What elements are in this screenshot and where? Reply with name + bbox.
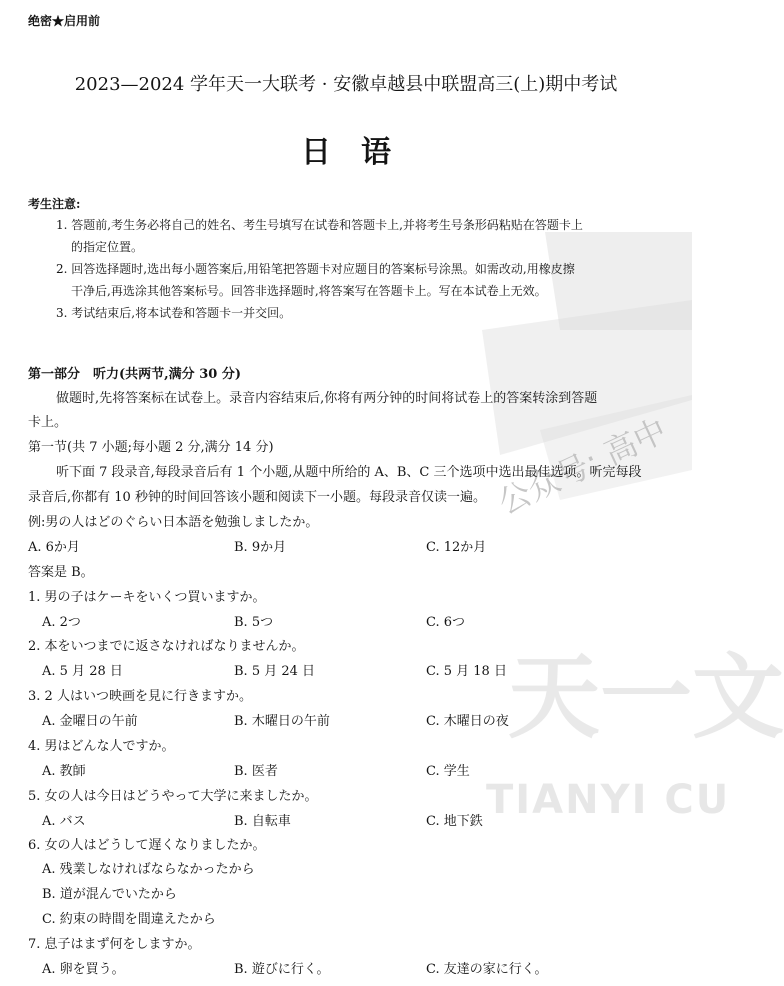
- question-6-option-c: C. 約束の時間を間違えたから: [42, 912, 216, 927]
- exam-title: 2023—2024 学年天一大联考 · 安徽卓越县中联盟高三(上)期中考试: [74, 74, 618, 95]
- question-5-option-c: C. 地下鉄: [426, 814, 483, 829]
- part1-intro-line1: 做题时,先将答案标在试卷上。录音内容结束后,你将有两分钟的时间将试卷上的答案转涂到答题: [56, 391, 598, 406]
- notice-heading: 考生注意:: [28, 197, 81, 211]
- question-6-option-a: A. 残業しなければならなかったから: [42, 862, 255, 877]
- example-option-c: C. 12か月: [426, 540, 487, 555]
- section1-line1: 听下面 7 段录音,每段录音后有 1 个小题,从题中所给的 A、B、C 三个选项中选出最佳选项。听完每段: [56, 465, 642, 480]
- question-2-option-b: B. 5 月 24 日: [234, 664, 316, 679]
- watermark-logo-en: TIANYI CU: [486, 777, 731, 823]
- question-4-option-c: C. 学生: [426, 764, 470, 779]
- question-7: 7. 息子はまず何をしますか。: [28, 937, 201, 952]
- example-question: 例:男の人はどのぐらい日本語を勉強しましたか。: [28, 515, 319, 530]
- question-2-option-a: A. 5 月 28 日: [42, 664, 123, 679]
- notice-item-2a: 2. 回答选择题时,选出每小题答案后,用铅笔把答题卡对应题目的答案标号涂黑。如需改动,用橡皮擦: [56, 262, 575, 276]
- question-2: 2. 本をいつまでに返さなければなりませんか。: [28, 639, 305, 654]
- question-7-option-c: C. 友達の家に行く。: [426, 962, 548, 977]
- section1-heading: 第一节(共 7 小题;每小题 2 分,满分 14 分): [28, 440, 274, 455]
- question-5-option-a: A. バス: [42, 814, 86, 829]
- example-option-a: A. 6か月: [28, 540, 80, 555]
- secret-mark: 绝密★启用前: [28, 14, 101, 28]
- subject-title: 日 语: [301, 135, 391, 170]
- watermark-account-text: 公众号: 高中: [492, 410, 673, 522]
- question-4: 4. 男はどんな人ですか。: [28, 739, 175, 754]
- question-3-option-a: A. 金曜日の午前: [42, 714, 138, 729]
- example-option-b: B. 9か月: [234, 540, 287, 555]
- notice-item-3: 3. 考试结束后,将本试卷和答题卡一并交回。: [56, 306, 292, 320]
- question-5: 5. 女の人は今日はどうやって大学に来ましたか。: [28, 789, 318, 804]
- watermark-logo-cn: 天一文: [508, 644, 784, 751]
- question-3: 3. 2 人はいつ映画を見に行きますか。: [28, 689, 252, 704]
- question-3-option-b: B. 木曜日の午前: [234, 714, 330, 729]
- question-4-option-a: A. 教師: [42, 764, 86, 779]
- question-1-option-c: C. 6つ: [426, 615, 466, 630]
- question-6-option-b: B. 道が混んでいたから: [42, 887, 177, 902]
- question-6: 6. 女の人はどうして遅くなりましたか。: [28, 838, 266, 853]
- question-4-option-b: B. 医者: [234, 764, 278, 779]
- part1-heading: 第一部分 听力(共两节,满分 30 分): [28, 367, 241, 382]
- notice-item-2b: 干净后,再选涂其他答案标号。回答非选择题时,将答案写在答题卡上。写在本试卷上无效。: [71, 284, 547, 298]
- question-7-option-b: B. 遊びに行く。: [234, 962, 330, 977]
- section1-line2: 录音后,你都有 10 秒钟的时间回答该小题和阅读下一小题。每段录音仅读一遍。: [28, 490, 486, 505]
- question-1-option-a: A. 2つ: [42, 615, 81, 630]
- example-answer: 答案是 B。: [28, 565, 94, 580]
- question-2-option-c: C. 5 月 18 日: [426, 664, 507, 679]
- question-1-option-b: B. 5つ: [234, 615, 274, 630]
- part1-intro-line2: 卡上。: [28, 415, 68, 430]
- notice-item-1b: 的指定位置。: [71, 240, 144, 254]
- question-3-option-c: C. 木曜日の夜: [426, 714, 509, 729]
- question-7-option-a: A. 卵を買う。: [42, 962, 125, 977]
- question-5-option-b: B. 自転車: [234, 814, 291, 829]
- question-1: 1. 男の子はケーキをいくつ買いますか。: [28, 590, 266, 605]
- notice-item-1a: 1. 答题前,考生务必将自己的姓名、考生号填写在试卷和答题卡上,并将考生号条形码粘贴在答题卡上: [56, 218, 583, 232]
